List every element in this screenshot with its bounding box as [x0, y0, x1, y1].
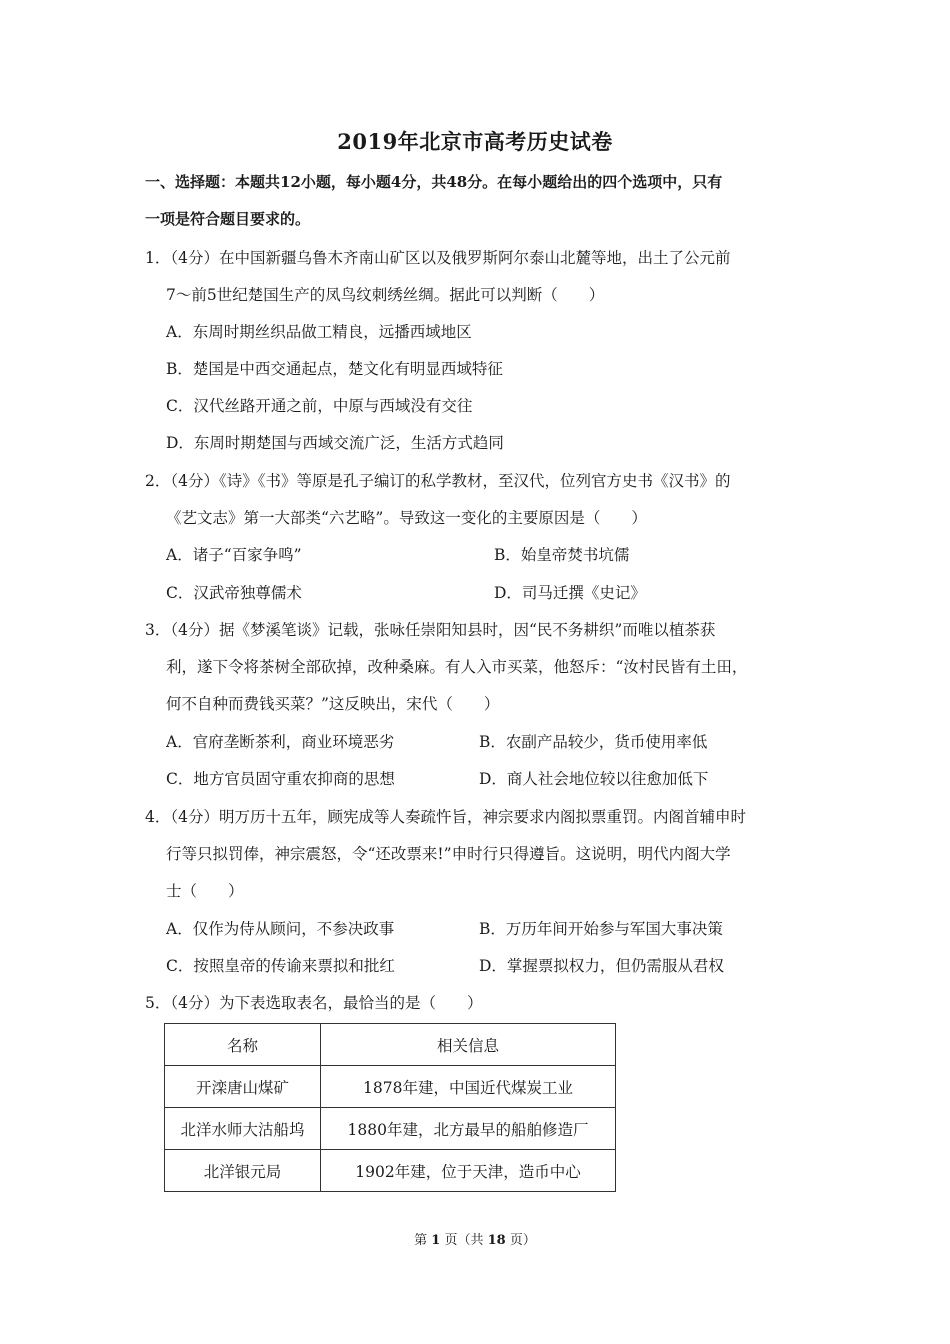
question-1-option-d: D．东周时期楚国与西域交流广泛，生活方式趋同	[166, 434, 504, 452]
question-4-stem-line-3: 士（ ）	[166, 882, 244, 900]
question-2-option-c: C．汉武帝独尊儒术	[166, 584, 302, 602]
question-3-stem-line-2: 利，遂下令将茶树全部砍掉，改种桑麻。有人入市买菜，他怒斥：“汝村民皆有土田，	[166, 658, 748, 676]
question-5-stem: 5．（4分）为下表选取表名，最恰当的是（ ）	[145, 994, 483, 1012]
question-4-option-b: B．万历年间开始参与军国大事决策	[479, 920, 723, 938]
question-4-stem-line-1: 4．（4分）明万历十五年，顾宪成等人奏疏忤旨，神宗要求内阁拟票重罚。内阁首辅申时	[145, 808, 746, 826]
table-cell: 1878年建，中国近代煤炭工业	[321, 1066, 616, 1108]
question-2-stem-line-1: 2．（4分）《诗》《书》等原是孔子编订的私学教材，至汉代，位列官方史书《汉书》的	[145, 472, 731, 490]
footer-middle: 页（共	[444, 1233, 484, 1248]
section-heading-line-2: 一项是符合题目要求的。	[145, 210, 311, 228]
question-2-option-a: A．诸子“百家争鸣”	[166, 546, 302, 564]
table-cell: 1880年建，北方最早的船舶修造厂	[321, 1108, 616, 1150]
question-3-option-b: B．农副产品较少，货币使用率低	[479, 733, 708, 751]
question-3-option-a: A．官府垄断茶利，商业环境恶劣	[166, 733, 395, 751]
footer-page-number: 1	[431, 1233, 441, 1248]
question-4-option-d: D．掌握票拟权力，但仍需服从君权	[479, 957, 724, 975]
question-5-table	[164, 1023, 616, 1192]
table-row	[165, 1108, 616, 1150]
page-title: 2019年北京市高考历史试卷	[337, 129, 613, 154]
question-2-option-d: D．司马迁撰《史记》	[494, 584, 646, 602]
table-row	[165, 1066, 616, 1108]
footer-total-pages: 18	[487, 1233, 506, 1248]
table-cell: 1902年建，位于天津，造币中心	[321, 1150, 616, 1192]
question-3-stem-line-1: 3．（4分）据《梦溪笔谈》记载，张咏任崇阳知县时，因“民不务耕织”而唯以植茶获	[145, 621, 716, 639]
section-heading-line-1: 一、选择题：本题共12小题，每小题4分，共48分。在每小题给出的四个选项中，只有	[145, 173, 723, 191]
question-1-stem-line-1: 1．（4分）在中国新疆乌鲁木齐南山矿区以及俄罗斯阿尔泰山北麓等地，出土了公元前	[145, 249, 731, 267]
section-heading	[145, 164, 810, 238]
question-1-option-a: A．东周时期丝织品做工精良，远播西域地区	[166, 323, 472, 341]
table-cell: 北洋银元局	[165, 1150, 321, 1192]
footer-suffix: 页）	[509, 1233, 536, 1248]
question-2-stem-line-2: 《艺文志》第一大部类“六艺略”。导致这一变化的主要原因是（ ）	[166, 509, 647, 527]
question-3-stem-line-3: 何不自种而费钱买菜？”这反映出，宋代（ ）	[166, 695, 500, 713]
question-4-stem-line-2: 行等只拟罚俸，神宗震怒，令“还改票来!”申时行只得遵旨。这说明，明代内阁大学	[166, 845, 731, 863]
table-row	[165, 1150, 616, 1192]
question-3-option-c: C．地方官员固守重农抑商的思想	[166, 770, 395, 788]
question-1-stem-line-2: 7～前5世纪楚国生产的凤鸟纹刺绣丝绸。据此可以判断（ ）	[166, 286, 605, 304]
table-cell: 北洋水师大沽船坞	[165, 1108, 321, 1150]
question-1-option-c: C．汉代丝路开通之前，中原与西域没有交往	[166, 397, 473, 415]
question-1-option-b: B．楚国是中西交通起点，楚文化有明显西域特征	[166, 360, 503, 378]
table-header-cell: 名称	[165, 1024, 321, 1066]
table-header-row	[165, 1024, 616, 1066]
question-4-option-c: C．按照皇帝的传谕来票拟和批红	[166, 957, 395, 975]
page-footer	[0, 1229, 950, 1248]
question-3-option-d: D．商人社会地位较以往愈加低下	[479, 770, 709, 788]
footer-prefix: 第	[414, 1233, 428, 1248]
question-4-option-a: A．仅作为侍从顾问，不参决政事	[166, 920, 395, 938]
table-header-cell: 相关信息	[321, 1024, 616, 1066]
table-cell: 开滦唐山煤矿	[165, 1066, 321, 1108]
question-2-option-b: B．始皇帝焚书坑儒	[494, 546, 630, 564]
